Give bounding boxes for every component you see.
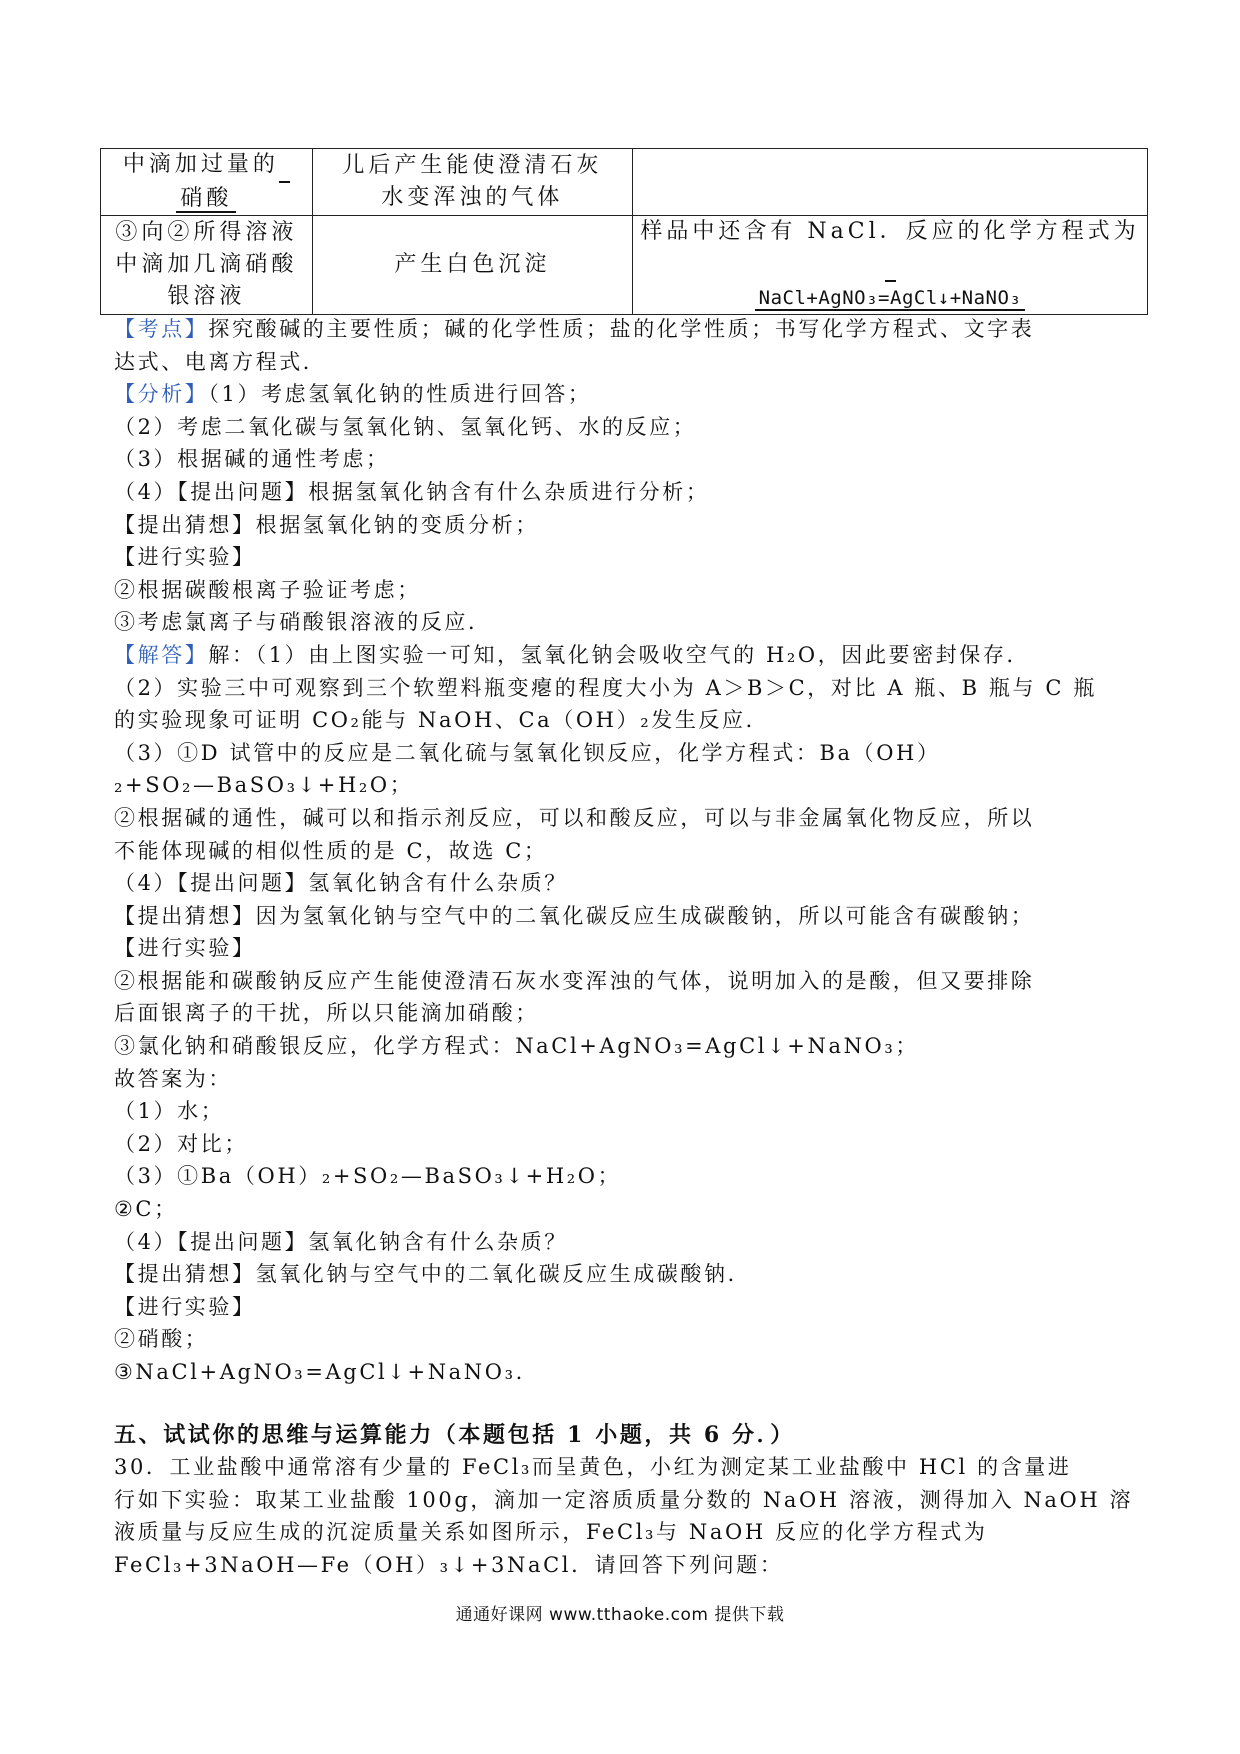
line-text: （2）对比； [114,1131,248,1156]
line-text: ③NaCl+AgNO₃=AgCl↓+NaNO₃. [114,1360,525,1384]
question-line: 行如下实验：取某工业盐酸 100g，滴加一定溶质质量分数的 NaOH 溶液，测得加入 NaOH 溶 [114,1487,1134,1512]
text-line [114,932,1134,965]
fill-blank [279,149,290,183]
line-text: 后面银离子的干扰，所以只能滴加硝酸； [114,1001,539,1026]
line-text: ②硝酸； [114,1327,209,1352]
text-line [114,835,1134,868]
line-text: （4）【提出问题】氢氧化钠含有什么杂质？ [114,871,568,896]
text-line [114,737,1134,770]
line-text: （4）【提出问题】氢氧化钠含有什么杂质？ [114,1229,568,1254]
question-line: FeCl₃+3NaOH—Fe（OH）₃↓+3NaCl．请回答下列问题： [114,1552,784,1577]
line-text: 【提出猜想】氢氧化钠与空气中的二氧化碳反应生成碳酸钠． [114,1262,752,1287]
text-line [114,574,1134,607]
line-text: （3）①D 试管中的反应是二氧化硫与氢氧化钡反应，化学方程式：Ba（OH） [114,740,941,765]
line-text: 【提出猜想】因为氢氧化钠与空气中的二氧化碳反应生成碳酸钠，所以可能含有碳酸钠； [114,903,1035,928]
table-cell-phenomenon: 产生白色沉淀 [312,216,632,315]
answer-body [114,313,1134,1582]
line-text: 解：（1）由上图实验一可知，氢氧化钠会吸收空气的 H₂O，因此要密封保存． [208,642,1031,667]
text-line [114,900,1134,933]
line-text: 探究酸碱的主要性质；碱的化学性质；盐的化学性质；书写化学方程式、文字表 [208,317,1035,341]
text-line [114,1095,1134,1128]
text-line [114,541,1134,574]
line-text: 【提出猜想】根据氢氧化钠的变质分析； [114,512,539,537]
table-row [101,216,1148,315]
text-line [114,1356,1134,1389]
text-line [114,1063,1134,1096]
text-line [114,672,1134,705]
question-30 [114,1451,1134,1581]
line-text: （1）水； [114,1099,225,1124]
line-text: ②C； [114,1197,178,1222]
line-text: 【进行实验】 [114,545,256,570]
text-line [114,378,1134,411]
text-line [114,1128,1134,1161]
line-text: ③考虑氯离子与硝酸银溶液的反应． [114,610,492,635]
text-line [114,1258,1134,1291]
table-cell-phenomenon: 儿后产生能使澄清石灰 水变浑浊的气体 [312,149,632,216]
line-text: 【进行实验】 [114,936,256,961]
section-tag: 【考点】 [114,317,209,341]
line-text: （3）根据碱的通性考虑； [114,447,390,472]
question-line: 液质量与反应生成的沉淀质量关系如图所示，FeCl₃与 NaOH 反应的化学方程式为 [114,1520,988,1545]
line-text: 故答案为： [114,1066,232,1091]
line-text: 不能体现碱的相似性质的是 C，故选 C； [114,838,548,863]
text-line [114,313,1134,346]
line-text: （2）考虑二氧化碳与氢氧化钠、氢氧化钙、水的反应； [114,414,697,439]
line-text: （2）实验三中可观察到三个软塑料瓶变瘪的程度大小为 A＞B＞C，对比 A 瓶、B 瓶与 C 瓶 [114,675,1097,700]
line-text: （1）考虑氢氧化钠的性质进行回答； [208,382,592,407]
line-text: （3）①Ba（OH）₂+SO₂—BaSO₃↓+H₂O； [114,1164,622,1189]
text-line [114,997,1134,1030]
line-text: ②根据能和碳酸钠反应产生能使澄清石灰水变浑浊的气体，说明加入的是酸，但又要排除 [114,968,1035,993]
text-line [114,867,1134,900]
text-line [114,1291,1134,1324]
answer-lines [114,313,1134,1389]
answer-underlined: NaCl+AgNO₃=AgCl↓+NaNO₃ [755,287,1026,311]
table-cell-conclusion [633,149,1148,216]
fill-blank [885,248,896,282]
line-text: （4）【提出问题】根据氢氧化钠含有什么杂质进行分析； [114,479,710,504]
question-line: 30．工业盐酸中通常溶有少量的 FeCl₃而呈黄色，小红为测定某工业盐酸中 HCl 的含量进 [114,1455,1072,1480]
text-line [114,509,1134,542]
answer-underlined: 硝酸 [176,186,236,213]
section-tag: 【分析】 [114,382,209,407]
line-text: ②根据碱的通性，碱可以和指示剂反应，可以和酸反应，可以与非金属氧化物反应，所以 [114,805,1035,830]
table-row [101,149,1148,216]
line-text: 的实验现象可证明 CO₂能与 NaOH、Ca（OH）₂发生反应． [114,708,770,733]
text-line [114,769,1134,802]
section-tag: 【解答】 [114,642,209,667]
line-text: ₂+SO₂—BaSO₃↓+H₂O； [114,773,414,798]
experiment-table [100,148,1148,315]
text-line [114,476,1134,509]
text-line [114,802,1134,835]
line-text: ③氯化钠和硝酸银反应，化学方程式：NaCl+AgNO₃=AgCl↓+NaNO₃； [114,1034,919,1059]
line-text: 【进行实验】 [114,1294,256,1319]
text-line [114,443,1134,476]
table-cell-procedure: 中滴加过量的 硝酸 [101,149,313,216]
text-line [114,965,1134,998]
text-line [114,1226,1134,1259]
text-line [114,704,1134,737]
line-text: 达式、电离方程式． [114,349,327,374]
text-line [114,606,1134,639]
line-text: ②根据碳酸根离子验证考虑； [114,577,421,602]
text-line [114,1193,1134,1226]
text-line [114,639,1134,672]
table-cell-procedure: ③向②所得溶液 中滴加几滴硝酸 银溶液 [101,216,313,315]
text-line [114,411,1134,444]
page-footer: 通通好课网 www.tthaoke.com 提供下载 [455,1605,785,1625]
text-line [114,1030,1134,1063]
text-line [114,346,1134,379]
table-cell-conclusion: 样品中还含有 NaCl．反应的化学方程式为 NaCl+AgNO₃=AgCl↓+NaNO₃ [633,216,1148,315]
text-line [114,1160,1134,1193]
text-line [114,1323,1134,1356]
section-title: 五、试试你的思维与运算能力（本题包括 1 小题，共 6 分．） [114,1421,795,1448]
